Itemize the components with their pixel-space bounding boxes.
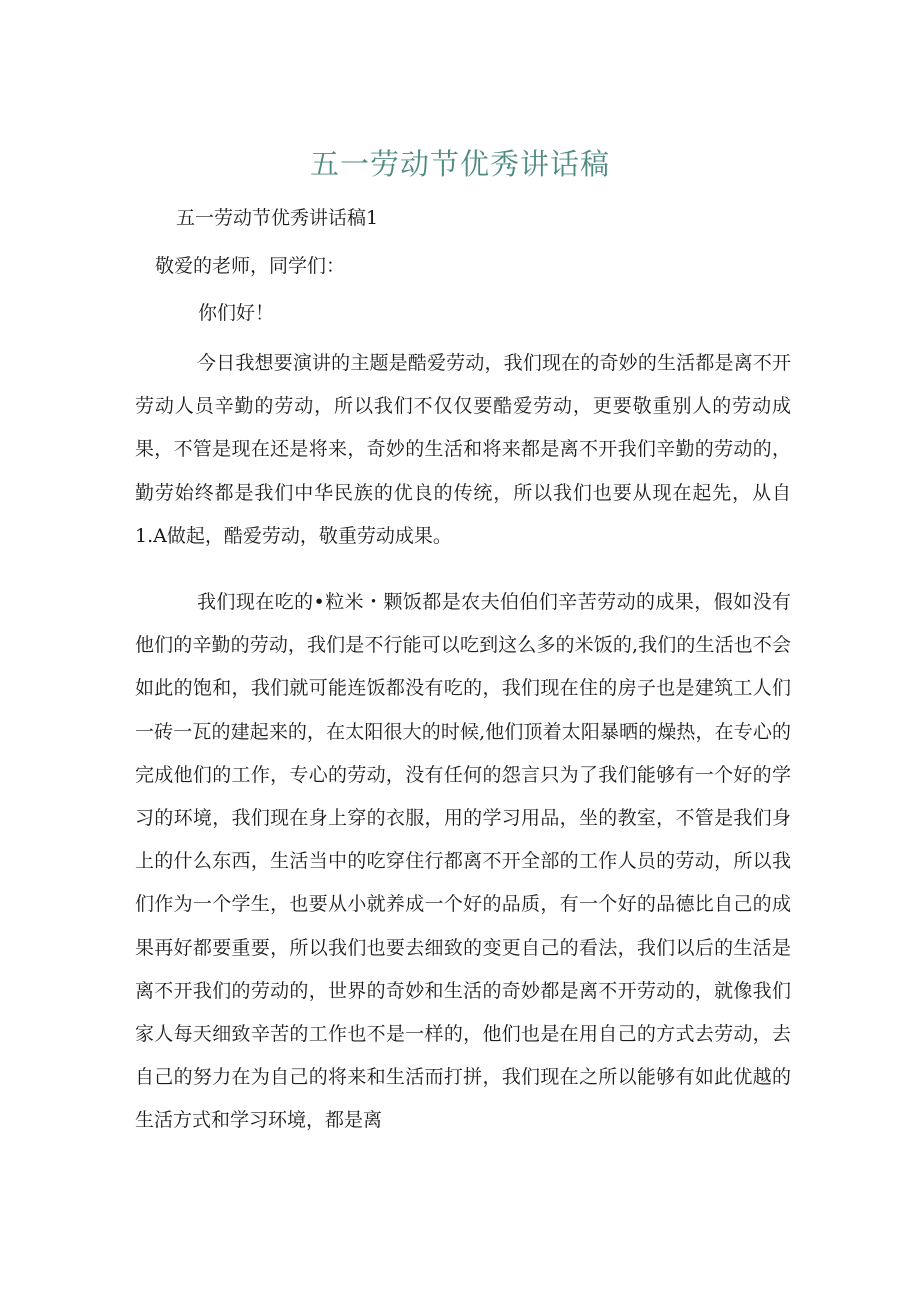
section-heading: 五一劳动节优秀讲话稿1: [176, 207, 379, 229]
paragraph-2: 我们现在吃的•粒米・颗饭都是农夫伯伯们辛苦劳动的成果，假如没有他们的辛勤的劳动，我们是不行能可以吃到这么多的米饭的,我们的生活也不会如此的饱和，我们就可能连饭都没有吃的，我们现在住的房子也是建筑工人们一砖一瓦的建起来的，在太阳很大的时候,他们顶着太阳暴晒的燥热，在专心的完成他们的工作，专心的劳动，没有任何的怨言只为了我们能够有一个好的学习的环境，我们现在身上穿的衣服，用的学习用品，坐的教室，不管是我们身上的什么东西，生活当中的吃穿住行都离不开全部的工作人员的劳动，所以我们作为一个学生，也要从小就养成一个好的品质，有一个好的品德比自己的成果再好都要重要，所以我们也要去细致的变更自己的看法，我们以后的生活是离不开我们的劳动的，世界的奇妙和生活的奇妙都是离不开劳动的，就像我们家人每天细致辛苦的工作也不是一样的，他们也是在用自己的方式去劳动，去自己的努力在为自己的将来和生活而打拼，我们现在之所以能够有如此优越的生活方式和学习环境，都是离: [135, 591, 791, 1132]
document-title: 五一劳动节优秀讲话稿: [309, 147, 610, 181]
salutation: 敬爱的老师，同学们：: [155, 255, 346, 277]
paragraph-1: 今日我想要演讲的主题是酷爱劳动，我们现在的奇妙的生活都是离不开劳动人员辛勤的劳动，所以我们不仅仅要酷爱劳动，更要敬重别人的劳动成果，不管是现在还是将来，奇妙的生活和将来都是离不开我们辛勤的劳动的，勤劳始终都是我们中华民族的优良的传统，所以我们也要从现在起先，从自1.A做起，酷爱劳动，敬重劳动成果。: [135, 352, 791, 547]
greeting-line: 你们好！: [198, 302, 275, 324]
